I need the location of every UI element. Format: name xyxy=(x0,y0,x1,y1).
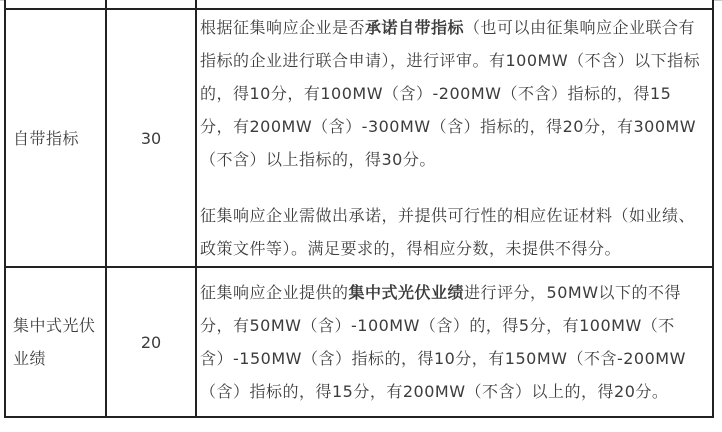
criteria-text: 征集响应企业需做出承诺，并提供可行性的相应佐证材料（如业绩、政策文件等）。满足要求的，得相应分数，未提供不得分。 xyxy=(200,206,696,258)
criteria-row xyxy=(5,9,713,267)
item-name-cell: 集中式光伏业绩 xyxy=(5,267,106,417)
item-name-cell: 自带指标 xyxy=(5,9,106,267)
clipped-cell xyxy=(196,0,713,9)
clipped-cell xyxy=(5,0,106,9)
bold-key-phrase: 承诺自带指标 xyxy=(365,18,465,37)
score-cell: 30 xyxy=(106,9,196,267)
score-cell: 20 xyxy=(106,267,196,417)
criteria-paragraph xyxy=(200,11,704,176)
clipped-row-above xyxy=(5,0,713,9)
criteria-text: 根据征集响应企业是否 xyxy=(200,18,366,37)
criteria-text: （也可以由征集响应企业联合有指标的企业进行联合申请），进行评审。有100MW（不含）以下指标的，得10分，有100MW（含）-200MW（不含）指标的，得15分，有200MW（含）-300MW（含）指标的，得20分，有300MW（不含）以上指标的，得30分。 xyxy=(200,18,701,169)
criteria-text: 征集响应企业提供的 xyxy=(200,283,349,302)
clipped-cell xyxy=(106,0,196,9)
criteria-paragraph xyxy=(200,199,704,265)
scoring-criteria-table xyxy=(4,0,714,418)
criteria-text-cell xyxy=(196,9,713,267)
criteria-row xyxy=(5,267,713,417)
criteria-paragraph xyxy=(200,276,704,408)
criteria-text: 进行评分，50MW以下的不得分，有50MW（含）-100MW（含）的，得5分，有100MW（不含）-150MW（含）指标的，得10分，有150MW（不含-200MW（含）指标的，得15分，有200MW（不含）以上的，得20分。 xyxy=(200,283,686,401)
bold-key-phrase: 集中式光伏业绩 xyxy=(348,283,465,302)
criteria-text-cell xyxy=(196,267,713,417)
